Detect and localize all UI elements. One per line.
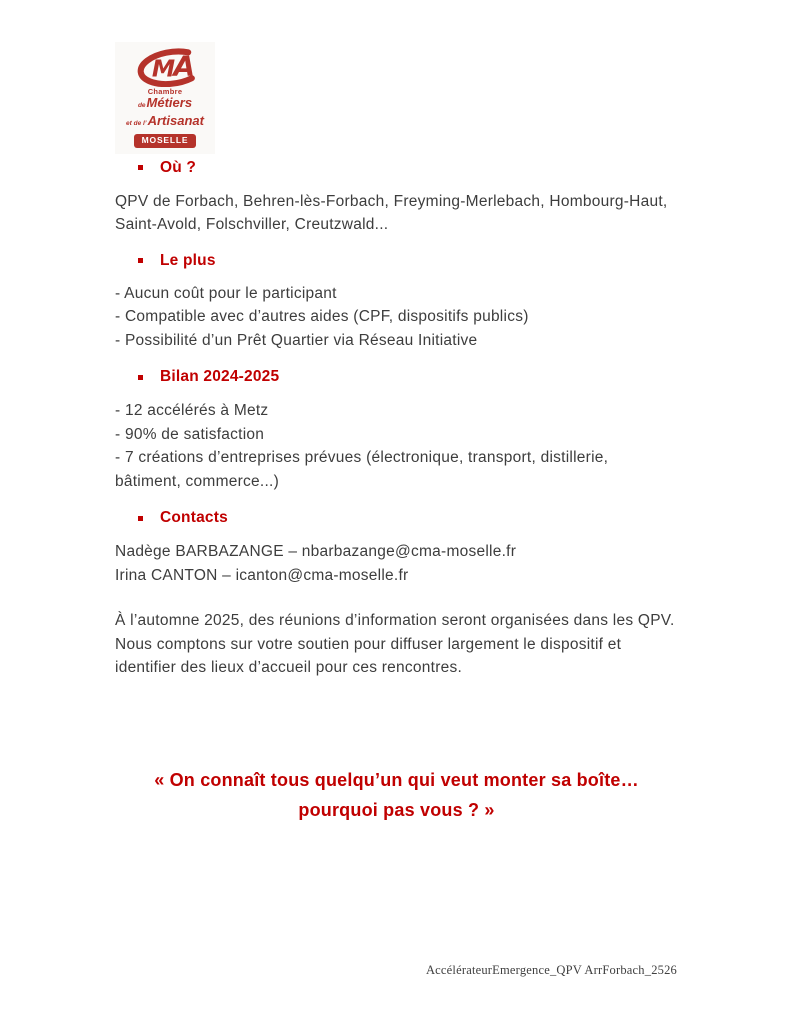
body-line: bâtiment, commerce...) — [115, 472, 279, 490]
section-heading-contacts — [113, 508, 680, 528]
section-heading-label: Le plus — [160, 251, 216, 269]
body-line: Saint-Avold, Folschviller, Creutzwald... — [115, 216, 389, 233]
closing-quote — [113, 765, 680, 825]
body-line: À l’automne 2025, des réunions d’information seront organisées dans les QPV. — [115, 612, 675, 629]
contact-line: Nadège BARBAZANGE – nbarbazange@cma-moselle.fr — [115, 543, 517, 560]
body-line: - 12 accélérés à Metz — [115, 402, 269, 419]
section-body-leplus — [115, 282, 680, 353]
cma-emblem-icon — [123, 45, 207, 87]
moselle-badge: MOSELLE — [134, 134, 197, 148]
logo-org-line2-main: Métiers — [146, 95, 193, 110]
square-bullet-icon — [138, 165, 143, 170]
section-body-ou — [115, 190, 680, 237]
logo-org-line2 — [138, 96, 192, 114]
contact-line: Irina CANTON – icanton@cma-moselle.fr — [115, 566, 409, 584]
section-heading-label: Où ? — [160, 158, 197, 176]
logo-org-line2-prefix: de — [137, 102, 146, 109]
body-line: - Aucun coût pour le participant — [115, 284, 337, 302]
logo-org-line3 — [126, 114, 204, 132]
cma-logo — [115, 42, 215, 154]
section-body-bilan — [115, 399, 680, 493]
logo-org-line3-main: Artisanat — [147, 112, 204, 128]
body-line: - 90% de satisfaction — [115, 425, 265, 443]
section-heading-bilan — [113, 367, 680, 387]
square-bullet-icon — [138, 258, 143, 263]
footer-filename: AccélérateurEmergence_QPV ArrForbach_2526 — [425, 963, 677, 977]
square-bullet-icon — [138, 375, 143, 380]
body-line: QPV de Forbach, Behren-lès-Forbach, Freyming-Merlebach, Hombourg-Haut, — [115, 192, 668, 210]
body-line: - Possibilité d’un Prêt Quartier via Réseau Initiative — [115, 331, 478, 349]
quote-line: « On connaît tous quelqu’un qui veut monter sa boîte… — [154, 769, 639, 790]
body-line: Nous comptons sur votre soutien pour diffuser largement le dispositif et — [115, 635, 622, 653]
body-line: - Compatible avec d’autres aides (CPF, dispositifs publics) — [115, 308, 529, 325]
section-body-contacts — [115, 540, 680, 587]
emblem-letter-m: M — [151, 54, 176, 83]
body-line: - 7 créations d’entreprises prévues (électronique, transport, distillerie, — [115, 449, 609, 466]
body-line: identifier des lieux d’accueil pour ces rencontres. — [115, 659, 463, 676]
quote-line: pourquoi pas vous ? » — [298, 799, 495, 820]
logo-org-line3-prefix: et de l’ — [126, 119, 147, 127]
emblem-letter-a: A — [173, 49, 196, 83]
square-bullet-icon — [138, 516, 143, 521]
logo-org-line1: Chambre — [147, 87, 183, 96]
section-heading-label: Bilan 2024-2025 — [160, 368, 280, 385]
section-heading-label: Contacts — [160, 509, 228, 526]
section-heading-ou — [113, 158, 680, 178]
section-heading-leplus — [113, 251, 680, 271]
closing-paragraph — [115, 609, 680, 680]
